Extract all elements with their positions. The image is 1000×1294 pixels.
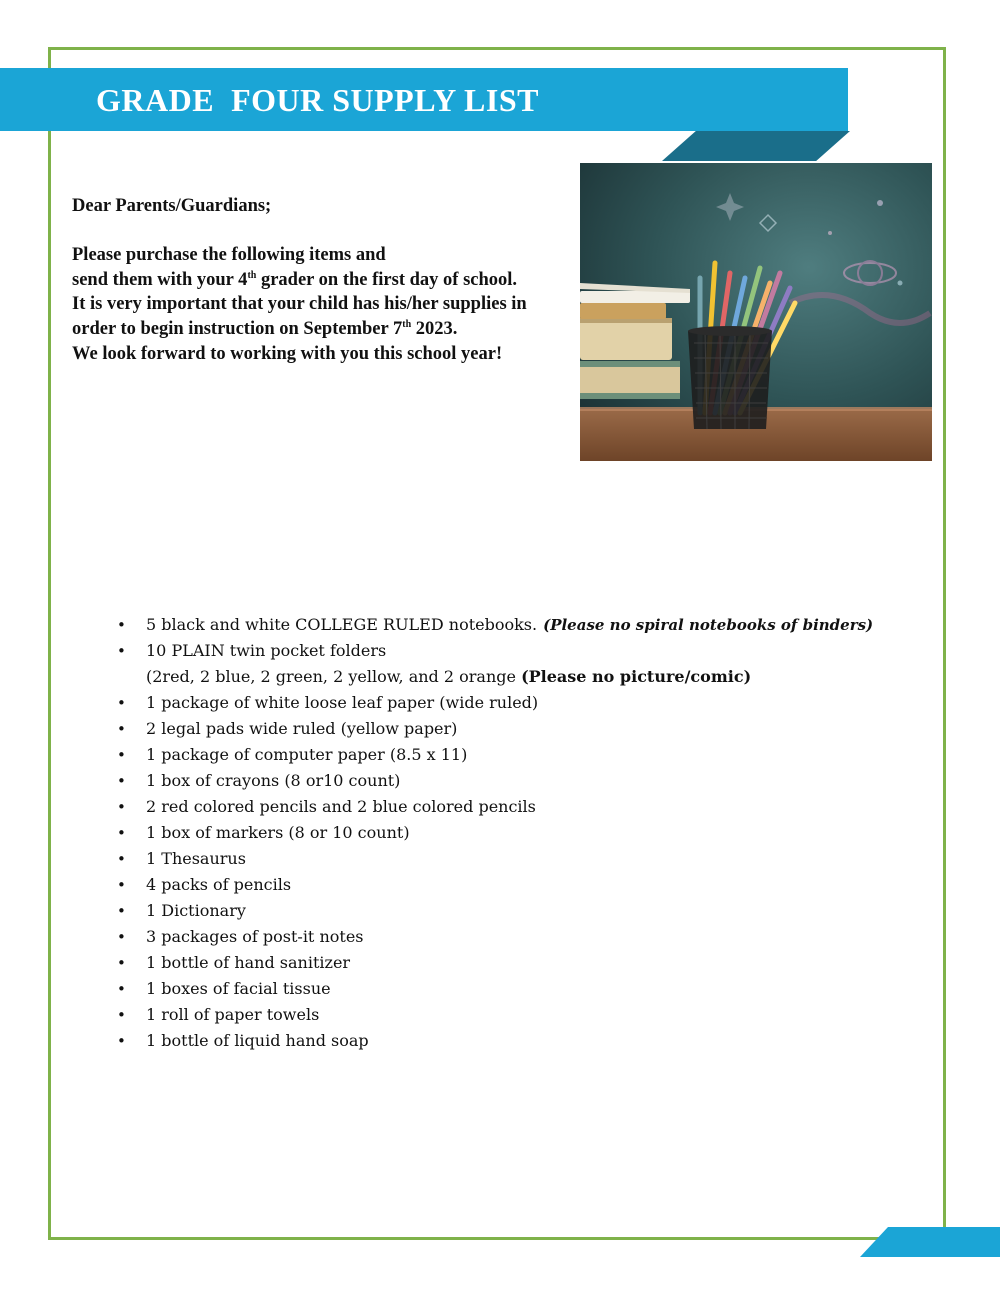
list-item <box>114 638 934 690</box>
list-item <box>114 820 934 846</box>
list-item <box>114 742 934 768</box>
list-item <box>114 898 934 924</box>
list-item-text: 1 Thesaurus <box>146 849 246 868</box>
list-item <box>114 612 934 638</box>
list-item <box>114 1002 934 1028</box>
bullet-icon: • <box>117 902 126 920</box>
list-item-text: 1 package of computer paper (8.5 x 11) <box>146 745 468 764</box>
list-item <box>114 716 934 742</box>
bullet-icon: • <box>117 746 126 764</box>
bullet-icon: • <box>117 720 126 738</box>
bullet-icon: • <box>117 642 126 660</box>
letter-salutation: Dear Parents/Guardians; <box>72 196 272 216</box>
list-item <box>114 950 934 976</box>
letter-line <box>72 268 572 293</box>
list-item-note: (Please no spiral notebooks of binders) <box>543 616 874 634</box>
bullet-icon: • <box>117 616 126 634</box>
list-item-text: 1 box of crayons (8 or10 count) <box>146 771 401 790</box>
ordinal-superscript: th <box>402 319 412 331</box>
bullet-icon: • <box>117 694 126 712</box>
list-item <box>114 872 934 898</box>
title-banner <box>0 68 848 131</box>
list-item-text: 1 box of markers (8 or 10 count) <box>146 823 410 842</box>
letter-line-text: We look forward to working with you this school year! <box>72 343 503 364</box>
bullet-icon: • <box>117 954 126 972</box>
bullet-icon: • <box>117 1006 126 1024</box>
supply-list <box>114 612 934 1054</box>
parent-letter <box>72 194 572 367</box>
letter-line <box>72 292 572 317</box>
bullet-icon: • <box>117 928 126 946</box>
list-item <box>114 794 934 820</box>
list-item-text: 1 Dictionary <box>146 901 246 920</box>
letter-line <box>72 243 572 268</box>
ordinal-superscript: th <box>247 269 257 281</box>
bullet-icon: • <box>117 1032 126 1050</box>
bullet-icon: • <box>117 876 126 894</box>
letter-line-text: grader on the first day of school. <box>256 269 518 290</box>
bullet-icon: • <box>117 850 126 868</box>
list-item-text: 3 packages of post-it notes <box>146 927 364 946</box>
list-item <box>114 690 934 716</box>
list-item-text: 10 PLAIN twin pocket folders <box>146 641 387 660</box>
list-item-text: 1 boxes of facial tissue <box>146 979 331 998</box>
page-title: GRADE FOUR SUPPLY LIST <box>96 82 539 118</box>
list-item-text: 5 black and white COLLEGE RULED notebooks. <box>146 615 538 634</box>
school-supplies-photo <box>580 163 932 461</box>
letter-line-text: order to begin instruction on September 7 <box>72 319 403 340</box>
list-item-text: 1 bottle of liquid hand soap <box>146 1031 369 1050</box>
list-item <box>114 1028 934 1054</box>
list-item-note: (Please no picture/comic) <box>521 667 752 686</box>
list-item <box>114 768 934 794</box>
list-item <box>114 976 934 1002</box>
list-item-text: 1 bottle of hand sanitizer <box>146 953 351 972</box>
list-item-text: 2 legal pads wide ruled (yellow paper) <box>146 719 458 738</box>
bullet-icon: • <box>117 798 126 816</box>
bullet-icon: • <box>117 980 126 998</box>
list-item-text: 2 red colored pencils and 2 blue colored pencils <box>146 797 536 816</box>
list-item-text: 4 packs of pencils <box>146 875 292 894</box>
bullet-icon: • <box>117 772 126 790</box>
photo-illustration <box>580 163 932 461</box>
list-item-text: 1 package of white loose leaf paper (wide ruled) <box>146 693 539 712</box>
list-item-text: (2red, 2 blue, 2 green, 2 yellow, and 2 orange <box>146 667 522 686</box>
letter-line-text: Please purchase the following items and <box>72 244 386 265</box>
letter-line-text: send them with your 4 <box>72 269 248 290</box>
list-item <box>114 846 934 872</box>
letter-line-text: 2023. <box>411 319 458 340</box>
bullet-icon: • <box>117 824 126 842</box>
letter-line <box>72 342 572 367</box>
list-item-text: 1 roll of paper towels <box>146 1005 320 1024</box>
list-item <box>114 924 934 950</box>
letter-line-text: It is very important that your child has his/her supplies in <box>72 294 527 315</box>
letter-line <box>72 317 572 342</box>
